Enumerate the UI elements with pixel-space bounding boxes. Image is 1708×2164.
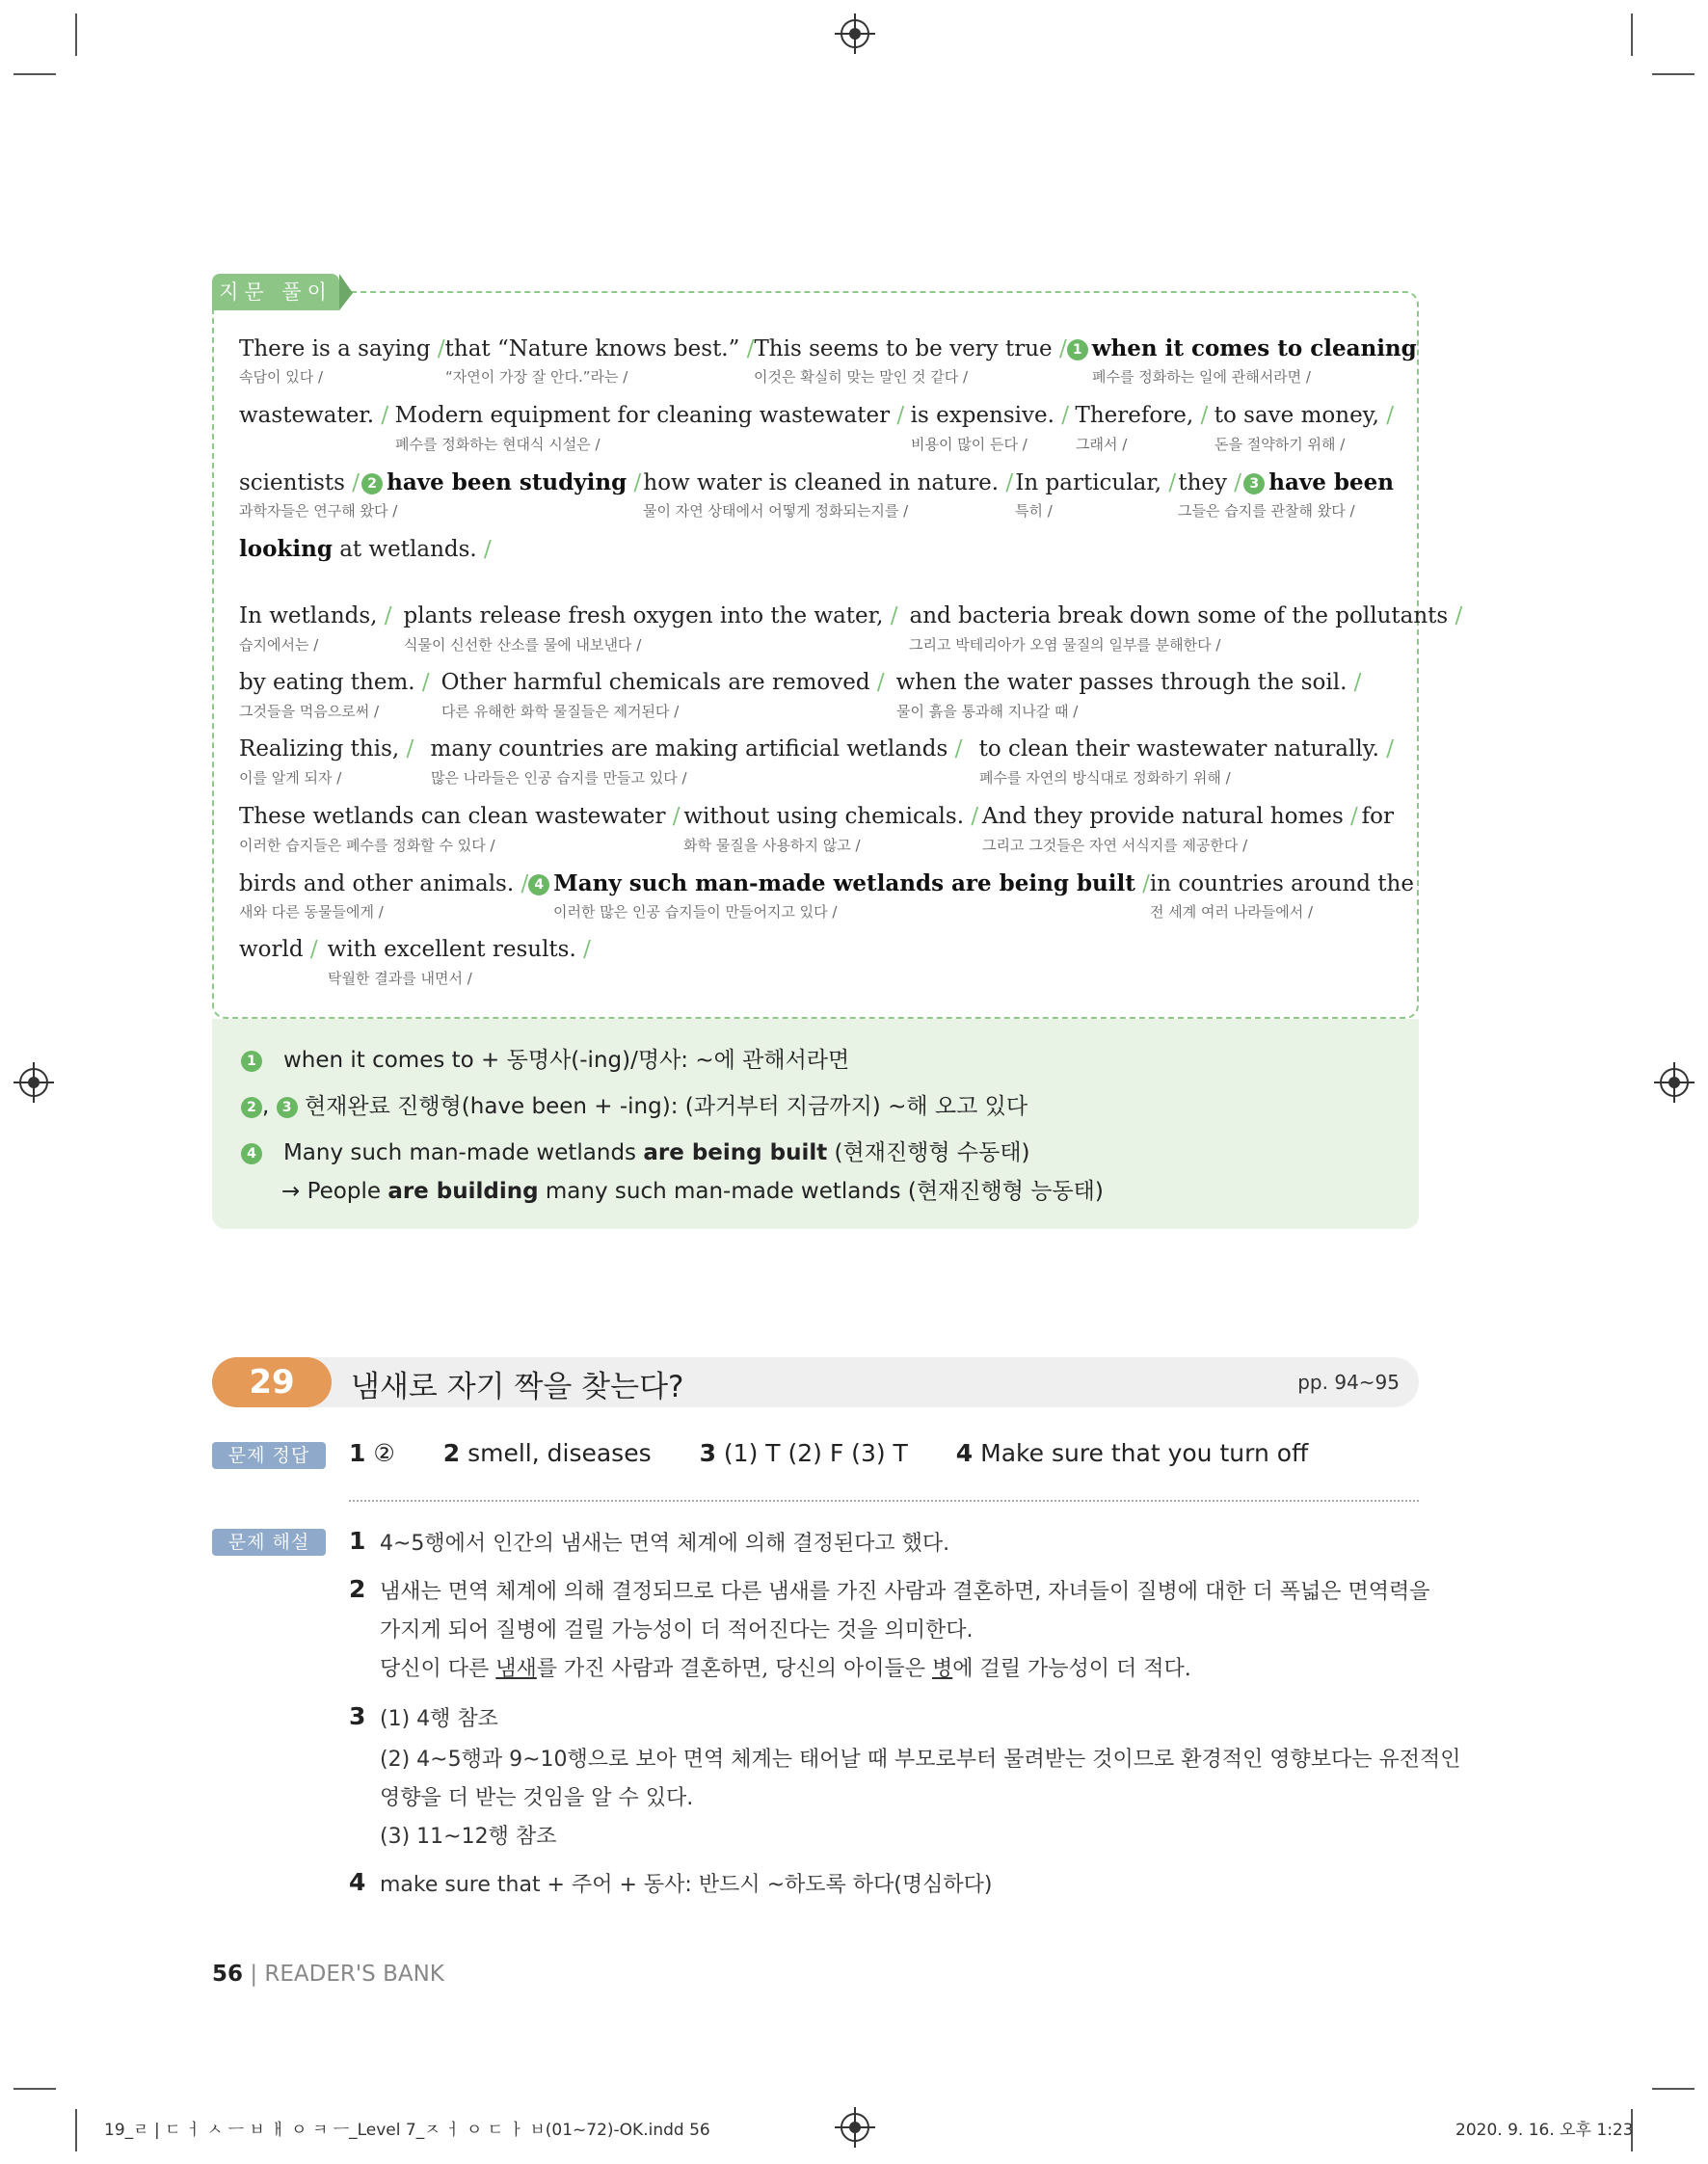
korean-gloss: 폐수를 정화하는 일에 관해서라면 / [1092, 368, 1311, 386]
registration-mark-icon [1660, 1068, 1689, 1097]
english-segment [754, 336, 1066, 361]
note-text: Many such man-made wetlands [282, 1140, 644, 1165]
korean-gloss: 그들은 습지를 관찰해 왔다 / [1178, 502, 1355, 520]
highlighted-phrase: looking [239, 536, 333, 562]
korean-gloss: 비용이 많이 든다 / [911, 436, 1027, 453]
phrase-text: world [239, 937, 304, 962]
english-segment [361, 469, 641, 495]
english-line [239, 403, 1394, 428]
english-segment [445, 336, 755, 361]
phrase-divider: / [665, 804, 681, 829]
passage-line [239, 736, 1394, 794]
highlighted-phrase: Many such man-made wetlands are being built [553, 870, 1135, 896]
grammar-point-badge: 1 [1067, 339, 1088, 361]
highlighted-phrase: when it comes to cleaning [1091, 335, 1417, 361]
english-segment [982, 804, 1358, 829]
registration-mark-icon [841, 19, 869, 48]
phrase-divider: / [890, 403, 905, 428]
english-line [239, 736, 1394, 761]
phrase-text: in countries around the [1149, 871, 1414, 896]
english-segment [239, 871, 528, 896]
phrase-text: with excellent results. [327, 937, 576, 962]
phrase-divider: / [869, 670, 885, 695]
korean-gloss: 폐수를 정화하는 현대식 시설은 / [395, 436, 600, 453]
phrase-divider: / [883, 603, 898, 628]
grammar-point-badge: 2 [361, 473, 383, 494]
phrase-divider: / [430, 336, 445, 361]
passage-line [239, 937, 1394, 995]
english-line [239, 335, 1417, 361]
phrase-text: by eating them. [239, 670, 415, 695]
english-line [239, 804, 1394, 829]
phrase-text: to save money, [1214, 403, 1379, 428]
phrase-divider: / [627, 470, 642, 495]
korean-gloss: 습지에서는 / [239, 636, 319, 654]
korean-gloss: 이를 알게 되자 / [239, 769, 342, 787]
note-number-badge: 1 [241, 1051, 262, 1072]
phrase-divider: / [377, 603, 392, 628]
korean-gloss: 그래서 / [1076, 436, 1128, 453]
english-segment [239, 336, 445, 361]
registration-mark-icon [841, 2113, 869, 2142]
print-slug-date: 2020. 9. 16. 오후 1:23 [1455, 2121, 1634, 2140]
phrase-text: plants release fresh oxygen into the water, [403, 603, 884, 628]
phrase-divider: / [414, 670, 430, 695]
korean-gloss: 전 세계 여러 나라들에서 / [1150, 903, 1314, 921]
crop-mark [1631, 13, 1633, 56]
phrase-text: how water is cleaned in nature. [643, 470, 1000, 495]
book-name: | READER'S BANK [250, 1962, 444, 1987]
crop-mark [13, 2088, 56, 2090]
phrase-text: These wetlands can clean wastewater [239, 804, 666, 829]
korean-gloss: 이것은 확실히 맞는 말인 것 같다 / [754, 368, 969, 386]
print-slug-file: 19_ㄹ | ㄷ ㅓ ㅅ ㅡ ㅂ ㅐ ㅇ ㅋ ㅡ_Level 7_ㅈ ㅓ ㅇ ㄷ ㅏ ㅂ(01~72)-OK.indd 56 [104, 2121, 710, 2140]
passage-line [239, 804, 1394, 862]
note-text: many such man-made wetlands (현재진행형 능동태) [538, 1179, 1104, 1204]
korean-gloss: 그것들을 먹음으로써 / [239, 703, 380, 720]
answers-row [349, 1439, 1348, 1467]
korean-gloss: 과학자들은 연구해 왔다 / [239, 502, 398, 520]
english-segment [1076, 403, 1209, 428]
english-line [239, 670, 1394, 695]
english-segment [239, 670, 430, 695]
note-2: 2 , 3 현재완료 진행형(have been + -ing): (과거부터 지금까지) ~해 오고 있다 [241, 1088, 1027, 1120]
answers-label: 문제 정답 [212, 1442, 326, 1469]
korean-gloss: 새와 다른 동물들에게 / [239, 903, 384, 921]
korean-gloss: 그리고 그것들은 자연 서식지를 제공한다 / [982, 837, 1248, 854]
note-number-badge: 3 [277, 1097, 298, 1118]
phrase-text: Therefore, [1075, 403, 1194, 428]
crop-mark [75, 2109, 77, 2151]
note-bold: are being built [643, 1140, 828, 1165]
english-segment [395, 403, 904, 428]
english-segment [404, 603, 898, 628]
english-line [239, 536, 1394, 562]
note-4 [241, 1135, 1030, 1166]
registration-mark-icon [19, 1068, 48, 1097]
note-1 [241, 1042, 849, 1074]
phrase-text: scientists [239, 470, 345, 495]
crop-mark [13, 73, 56, 75]
crop-mark [1652, 73, 1695, 75]
english-segment [239, 403, 388, 428]
english-segment [909, 603, 1462, 628]
english-segment [1243, 469, 1394, 495]
note-text: 현재완료 진행형(have been + -ing): (과거부터 지금까지) ~해 오고 있다 [304, 1094, 1028, 1119]
answer-3: 3 (1) T (2) F (3) T [699, 1439, 908, 1467]
note-number-badge: 2 [241, 1097, 262, 1118]
phrase-text: This seems to be very true [754, 336, 1053, 361]
english-segment [1067, 335, 1417, 361]
korean-gloss: 식물이 신선한 산소를 물에 내보낸다 / [404, 636, 642, 654]
english-segment [1015, 470, 1176, 495]
phrase-divider: / [1054, 403, 1070, 428]
phrase-text: In particular, [1015, 470, 1162, 495]
phrase-divider: / [514, 871, 529, 896]
explanations-label: 문제 해설 [212, 1529, 326, 1556]
page-number: 56 [212, 1962, 244, 1987]
phrase-divider: / [1161, 470, 1177, 495]
english-segment [911, 403, 1069, 428]
english-segment [239, 937, 318, 962]
note-4-active [281, 1173, 1104, 1205]
korean-gloss: 탁월한 결과를 내면서 / [328, 970, 472, 987]
note-text: when it comes to + 동명사(-ing)/명사: ~에 관해서라면 [282, 1048, 850, 1073]
english-segment [239, 603, 392, 628]
phrase-divider: / [344, 470, 360, 495]
english-segment [328, 937, 591, 962]
section-title: 냄새로 자기 짝을 찾는다? [351, 1370, 684, 1404]
grammar-point-badge: 3 [1243, 473, 1265, 494]
english-segment [643, 470, 1013, 495]
phrase-text: without using chemicals. [683, 804, 965, 829]
korean-gloss: 이러한 많은 인공 습지들이 만들어지고 있다 / [553, 903, 838, 921]
passage-line [239, 670, 1394, 728]
phrase-text: birds and other animals. [239, 871, 515, 896]
phrase-text: Realizing this, [239, 736, 400, 761]
korean-gloss: 그리고 박테리아가 오염 물질의 일부를 분해한다 / [909, 636, 1221, 654]
english-segment [528, 870, 1150, 896]
highlighted-phrase: have been studying [387, 469, 627, 495]
answer-4: 4 Make sure that you turn off [955, 1439, 1309, 1467]
page-footer [212, 1962, 444, 1987]
english-segment [441, 670, 885, 695]
phrase-text: that “Nature knows best.” [444, 336, 740, 361]
english-segment [1150, 871, 1414, 896]
phrase-divider: / [739, 336, 755, 361]
phrase-divider: / [964, 804, 979, 829]
phrase-divider: / [1193, 403, 1209, 428]
phrase-divider: / [476, 537, 492, 562]
korean-gloss: 많은 나라들은 인공 습지를 만들고 있다 / [431, 769, 687, 787]
passage-line [239, 536, 1394, 594]
english-segment [979, 736, 1394, 761]
crop-mark [75, 13, 77, 56]
phrase-divider: / [1052, 336, 1067, 361]
phrase-divider: / [1347, 670, 1362, 695]
highlighted-phrase: have been [1268, 469, 1394, 495]
phrase-divider: / [374, 403, 389, 428]
phrase-text: In wetlands, [239, 603, 378, 628]
phrase-divider: / [1378, 736, 1394, 761]
grammar-notes [212, 1019, 1419, 1229]
phrase-text: at wetlands. [332, 537, 477, 562]
korean-gloss: “자연이 가장 잘 안다.”라는 / [445, 368, 628, 386]
crop-mark [1652, 2088, 1695, 2090]
english-segment [683, 804, 978, 829]
korean-gloss: 물이 흙을 통과해 지나갈 때 / [896, 703, 1079, 720]
korean-gloss: 속담이 있다 / [239, 368, 324, 386]
passage-line [239, 335, 1417, 393]
note-text: → People [281, 1179, 388, 1204]
english-segment [239, 736, 414, 761]
note-bold: are building [387, 1179, 539, 1204]
korean-gloss: 폐수를 자연의 방식대로 정화하기 위해 / [979, 769, 1231, 787]
passage-line [239, 603, 1463, 661]
english-line [239, 469, 1394, 495]
english-line [239, 870, 1414, 896]
korean-gloss: 화학 물질을 사용하지 않고 / [683, 837, 861, 854]
phrase-text: And they provide natural homes [981, 804, 1344, 829]
korean-gloss: 이러한 습지들은 폐수를 정화할 수 있다 / [239, 837, 495, 854]
phrase-divider: / [1378, 403, 1394, 428]
korean-gloss: 돈을 절약하기 위해 / [1214, 436, 1346, 453]
korean-gloss: 물이 자연 상태에서 어떻게 정화되는지를 / [643, 502, 909, 520]
english-segment [896, 670, 1362, 695]
phrase-divider: / [399, 736, 414, 761]
answer-1: 1 ② [349, 1439, 395, 1467]
english-segment [1214, 403, 1394, 428]
english-segment [1362, 804, 1394, 829]
korean-gloss: 특히 / [1015, 502, 1053, 520]
korean-gloss: 다른 유해한 화학 물질들은 제거된다 / [441, 703, 680, 720]
passage-tab: 지문 풀이 [212, 274, 339, 310]
phrase-text: There is a saying [239, 336, 431, 361]
phrase-divider: / [947, 736, 963, 761]
phrase-divider: / [303, 937, 318, 962]
phrase-text: wastewater. [239, 403, 375, 428]
english-line [239, 603, 1463, 628]
phrase-divider: / [1448, 603, 1463, 628]
phrase-text: when the water passes through the soil. [895, 670, 1348, 695]
phrase-divider: / [1343, 804, 1358, 829]
passage-line [239, 469, 1394, 527]
phrase-divider: / [999, 470, 1014, 495]
english-line [239, 937, 1394, 962]
phrase-text: is expensive. [910, 403, 1054, 428]
passage-line [239, 403, 1394, 461]
phrase-text: to clean their wastewater naturally. [978, 736, 1379, 761]
passage-line [239, 870, 1414, 928]
phrase-divider: / [575, 937, 591, 962]
answer-2: 2 smell, diseases [442, 1439, 652, 1467]
phrase-text: they [1178, 470, 1227, 495]
section-pages: pp. 94~95 [1297, 1371, 1400, 1394]
phrase-text: and bacteria break down some of the pollutants [909, 603, 1449, 628]
note-text: (현재진행형 수동태) [827, 1140, 1030, 1165]
phrase-text: Other harmful chemicals are removed [440, 670, 870, 695]
english-segment [1178, 470, 1241, 495]
phrase-divider: / [1227, 470, 1242, 495]
phrase-text: for [1361, 804, 1394, 829]
section-number: 29 [212, 1357, 332, 1407]
phrase-text: many countries are making artificial wetlands [430, 736, 948, 761]
note-number-badge: 4 [241, 1143, 262, 1164]
english-segment [239, 470, 360, 495]
phrase-divider: / [1134, 871, 1150, 896]
english-segment [239, 536, 492, 562]
grammar-point-badge: 4 [528, 874, 549, 895]
phrase-text: Modern equipment for cleaning wastewater [394, 403, 891, 428]
english-segment [431, 736, 963, 761]
english-segment [239, 804, 681, 829]
divider [349, 1500, 1419, 1502]
